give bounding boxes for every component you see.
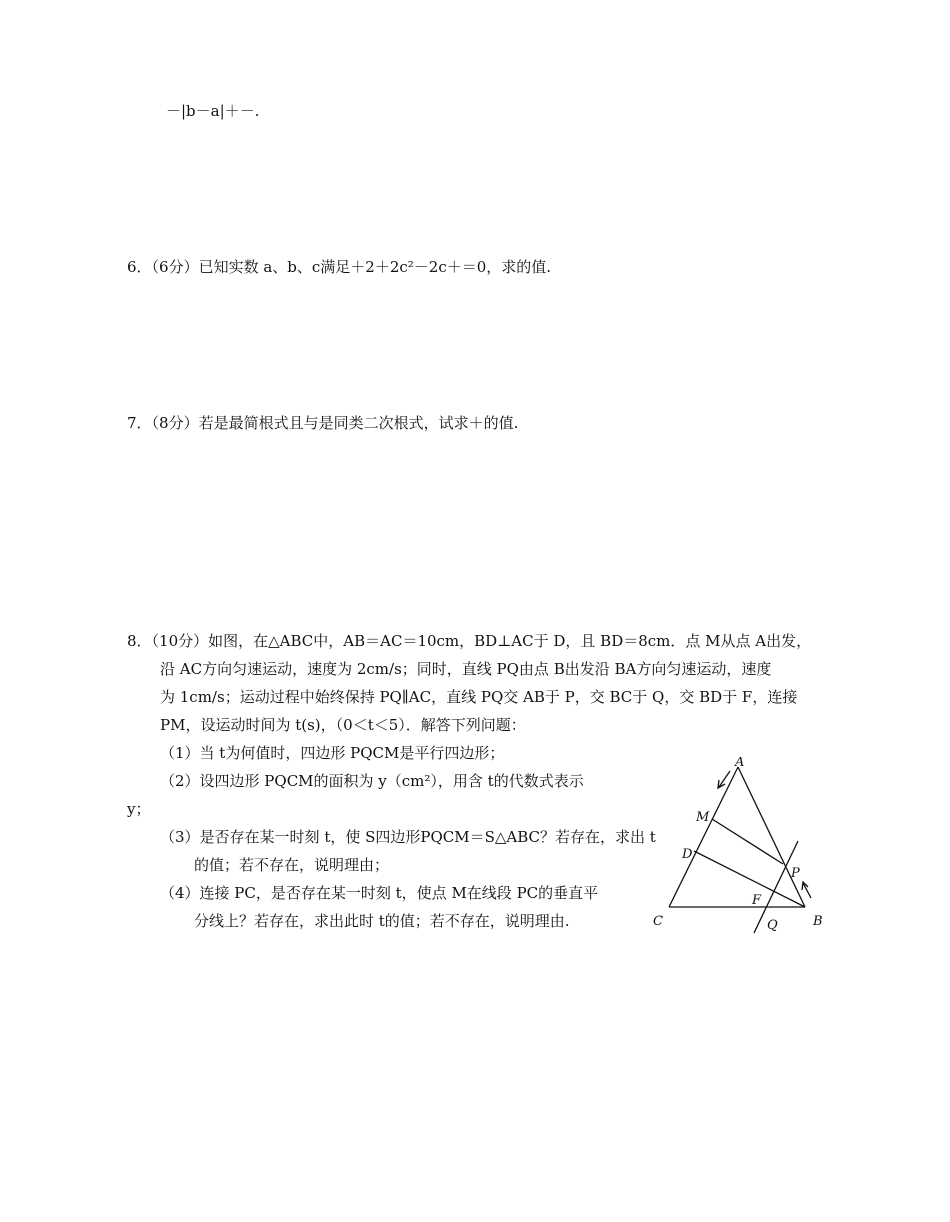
geometry-figure xyxy=(648,757,838,942)
question-8-part-4: （4）连接 PC，是否存在某一时刻 t，使点 M在线段 PC的垂直平 xyxy=(160,884,599,902)
segment-bd xyxy=(694,851,805,907)
question-8-part-1: （1）当 t为何值时，四边形 PQCM是平行四边形； xyxy=(160,744,505,762)
question-8-part-4-cont: 分线上？若存在，求出此时 t的值；若不存在，说明理由. xyxy=(194,912,570,930)
question-8-line-3: 为 1cm/s；运动过程中始终保持 PQ∥AC，直线 PQ交 AB于 P，交 BC于 Q，交 BD于 F，连接 xyxy=(160,688,798,706)
text-line-1: －|b－a|＋－. xyxy=(166,102,260,120)
label-d: D xyxy=(682,847,693,862)
label-a: A xyxy=(735,757,745,770)
label-q: Q xyxy=(767,918,778,933)
label-b: B xyxy=(813,914,823,929)
label-p: P xyxy=(791,866,800,881)
question-8-part-2-cont: y； xyxy=(127,800,151,818)
segment-ab xyxy=(738,767,805,907)
label-m: M xyxy=(696,810,710,825)
question-8-part-2: （2）设四边形 PQCM的面积为 y（cm²），用含 t的代数式表示 xyxy=(160,772,584,790)
label-c: C xyxy=(653,914,663,929)
segment-ac xyxy=(669,767,738,907)
question-8-line-4: PM，设运动时间为 t(s)，（0＜t＜5）．解答下列问题： xyxy=(160,716,526,734)
label-f: F xyxy=(752,893,762,908)
question-7: 7．（8分）若是最简根式且与是同类二次根式，试求＋的值. xyxy=(127,414,519,432)
question-8-line-1: 8．（10分）如图，在△ABC中，AB＝AC＝10cm，BD⊥AC于 D，且 BD＝8cm．点 M从点 A出发， xyxy=(127,632,812,650)
question-6: 6．（6分）已知实数 a、b、c满足＋2＋2c²－2c＋＝0，求的值. xyxy=(127,258,552,276)
question-8-part-3-cont: 的值；若不存在，说明理由； xyxy=(194,856,390,874)
question-8-line-2: 沿 AC方向匀速运动，速度为 2cm/s；同时，直线 PQ由点 B出发沿 BA方向匀速运动，速度 xyxy=(160,660,772,678)
segment-mp xyxy=(712,819,783,864)
question-8-part-3: （3）是否存在某一时刻 t，使 S四边形PQCM＝S△ABC？若存在，求出 t xyxy=(160,828,656,846)
